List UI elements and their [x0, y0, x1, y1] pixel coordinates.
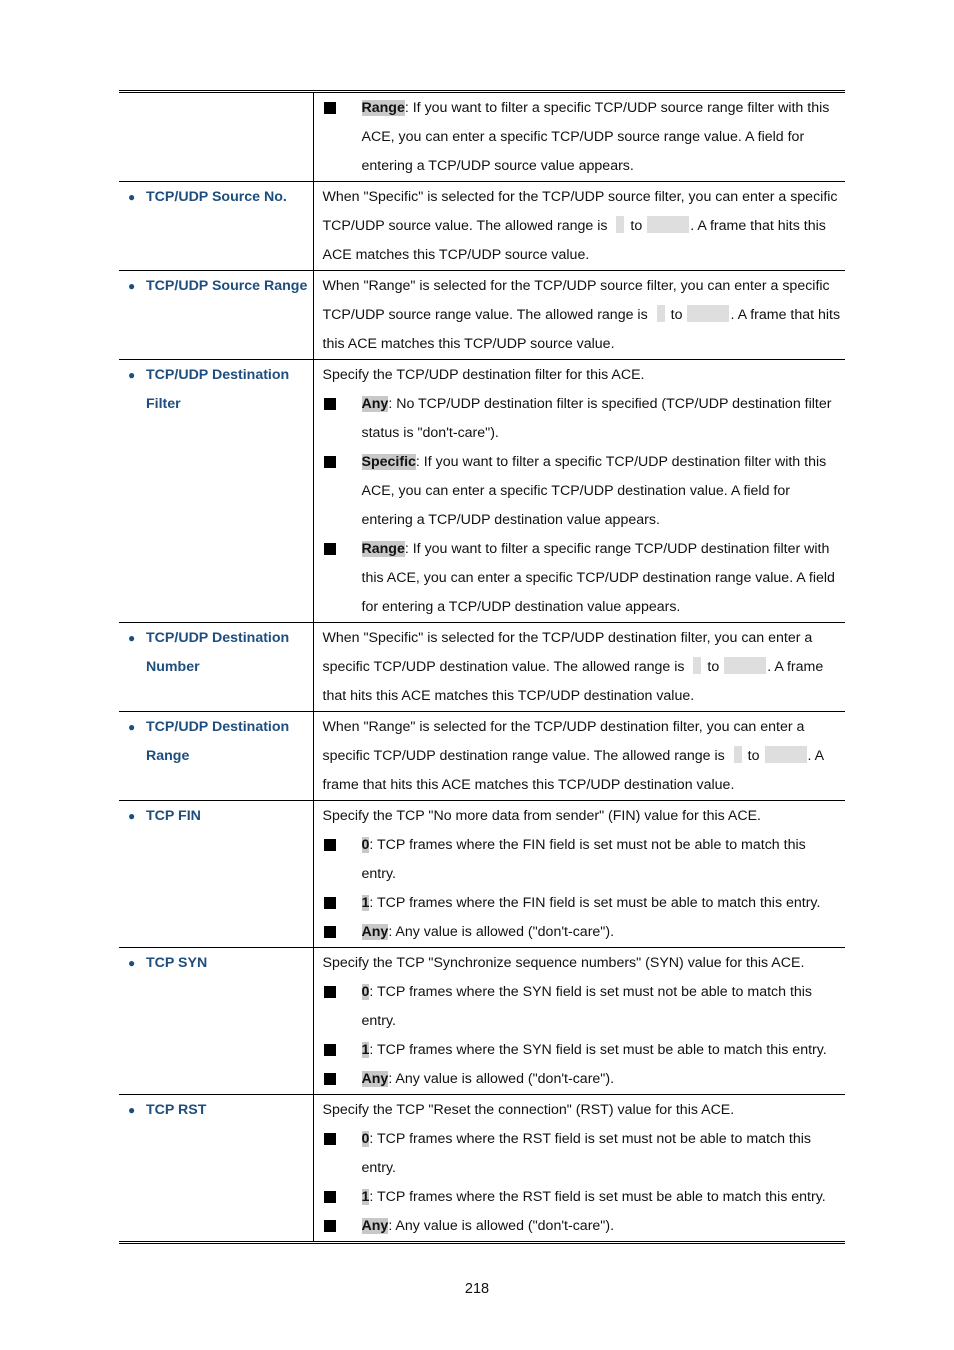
- square-bullet-icon: [323, 94, 362, 181]
- bullet-icon: ●: [128, 631, 136, 645]
- option-text: : TCP frames where the FIN field is set must be able to match this entry.: [369, 895, 821, 911]
- description-cell: [313, 948, 845, 1095]
- bullet-icon: ●: [128, 190, 136, 204]
- description-cell: [313, 801, 845, 948]
- parameter-name: TCP/UDP Destination Filter: [146, 367, 290, 412]
- description-cell: [313, 1095, 845, 1243]
- option-keyword: 0: [361, 837, 370, 853]
- option-text: : Any value is allowed ("don't-care").: [388, 1071, 615, 1087]
- table-row: [119, 360, 845, 623]
- range-max-box: [647, 216, 689, 233]
- parameter-cell: [119, 182, 313, 271]
- description-text: . A frame that hits this ACE matches this TCP/UDP source value.: [322, 307, 841, 352]
- square-bullet-icon: [323, 1036, 362, 1065]
- description-cell: When "Range" is selected for the TCP/UDP destination filter, you can enter a specific TCP/UDP destination range value. The allowed range is to . A frame that hits this ACE matches this TCP/UDP destination value.: [313, 712, 845, 801]
- bullet-icon: ●: [128, 368, 136, 382]
- square-bullet-icon: [323, 1125, 362, 1183]
- bullet-icon: ●: [128, 720, 136, 734]
- option-keyword: Any: [361, 924, 389, 940]
- option-item: [323, 1183, 842, 1212]
- option-item: [323, 94, 842, 181]
- parameter-cell: [119, 360, 313, 623]
- table-row: [119, 182, 845, 271]
- parameter-cell: [119, 1095, 313, 1243]
- parameter-name: TCP RST: [146, 1102, 207, 1118]
- square-bullet-icon: [323, 448, 362, 535]
- table-row: [119, 271, 845, 360]
- range-min-box: [616, 216, 624, 233]
- option-text: : TCP frames where the SYN field is set must be able to match this entry.: [369, 1042, 827, 1058]
- option-text: : TCP frames where the SYN field is set must not be able to match this entry.: [361, 984, 813, 1029]
- description-cell: [313, 92, 845, 182]
- table-row: [119, 712, 845, 801]
- description-intro: Specify the TCP/UDP destination filter for this ACE.: [322, 367, 645, 383]
- option-keyword: 1: [361, 1189, 370, 1205]
- description-intro: Specify the TCP "Reset the connection" (RST) value for this ACE.: [322, 1102, 735, 1118]
- option-item: [323, 918, 842, 947]
- table-row: [119, 1095, 845, 1243]
- bullet-icon: ●: [128, 1103, 136, 1117]
- square-bullet-icon: [323, 978, 362, 1036]
- option-item: [323, 535, 842, 622]
- option-keyword: 0: [361, 1131, 370, 1147]
- description-text: . A frame that hits this ACE matches this TCP/UDP destination value.: [322, 659, 824, 704]
- parameter-cell: [119, 712, 313, 801]
- table-row: [119, 623, 845, 712]
- parameter-table: [119, 90, 845, 1244]
- square-bullet-icon: [323, 831, 362, 889]
- description-text: When "Range" is selected for the TCP/UDP source filter, you can enter a specific TCP/UDP source range value. The allowed range is: [322, 278, 830, 323]
- square-bullet-icon: [323, 1212, 362, 1241]
- bullet-icon: ●: [128, 809, 136, 823]
- parameter-name: TCP/UDP Source Range: [146, 278, 308, 294]
- range-max-box: [687, 305, 729, 322]
- range-max-box: [724, 657, 766, 674]
- description-intro: Specify the TCP "No more data from sender" (FIN) value for this ACE.: [322, 808, 761, 824]
- parameter-cell: [119, 92, 313, 182]
- description-text: When "Range" is selected for the TCP/UDP destination filter, you can enter a specific TCP/UDP destination range value. The allowed range is: [322, 719, 805, 764]
- description-cell: [313, 360, 845, 623]
- parameter-name: TCP/UDP Destination Number: [146, 630, 290, 675]
- option-keyword: Any: [361, 1218, 389, 1234]
- square-bullet-icon: [323, 1065, 362, 1094]
- parameter-name: TCP/UDP Destination Range: [146, 719, 290, 764]
- option-keyword: 0: [361, 984, 370, 1000]
- description-cell: When "Specific" is selected for the TCP/UDP destination filter, you can enter a specific TCP/UDP destination value. The allowed range is to . A frame that hits this ACE matches this TCP/UDP destination value.: [313, 623, 845, 712]
- parameter-name: TCP SYN: [146, 955, 208, 971]
- square-bullet-icon: [323, 1183, 362, 1212]
- option-text: : Any value is allowed ("don't-care").: [388, 924, 615, 940]
- description-text: When "Specific" is selected for the TCP/UDP source filter, you can enter a specific TCP/UDP source value. The allowed range is: [322, 189, 838, 234]
- range-min-box: [657, 305, 665, 322]
- description-cell: When "Range" is selected for the TCP/UDP source filter, you can enter a specific TCP/UDP source range value. The allowed range is to . A frame that hits this ACE matches this TCP/UDP source value.: [313, 271, 845, 360]
- option-text: : No TCP/UDP destination filter is specified (TCP/UDP destination filter status is "don't-care").: [361, 396, 832, 441]
- option-item: [323, 448, 842, 535]
- parameter-cell: [119, 271, 313, 360]
- page-number: 218: [464, 1281, 490, 1297]
- bullet-icon: ●: [128, 956, 136, 970]
- square-bullet-icon: [323, 889, 362, 918]
- option-item: [323, 390, 842, 448]
- option-text: : TCP frames where the RST field is set must not be able to match this entry.: [361, 1131, 811, 1176]
- option-item: [323, 1036, 842, 1065]
- parameter-cell: [119, 948, 313, 1095]
- option-keyword: Specific: [361, 454, 416, 470]
- range-min-box: [693, 657, 701, 674]
- option-item: [323, 1212, 842, 1241]
- option-keyword: Range: [361, 100, 405, 116]
- table-row: [119, 948, 845, 1095]
- square-bullet-icon: [323, 390, 362, 448]
- description-text: . A frame that hits this ACE matches this TCP/UDP destination value.: [322, 748, 824, 793]
- option-text: : If you want to filter a specific range TCP/UDP destination filter with this ACE, you can enter a specific TCP/UDP destination range value. A field for entering a TCP/UDP destination value appears.: [361, 541, 835, 615]
- option-text: : TCP frames where the RST field is set must be able to match this entry.: [369, 1189, 826, 1205]
- option-text: : If you want to filter a specific TCP/UDP source range filter with this ACE, you can enter a specific TCP/UDP source range value. A field for entering a TCP/UDP source value appears.: [361, 100, 830, 174]
- description-cell: When "Specific" is selected for the TCP/UDP source filter, you can enter a specific TCP/UDP source value. The allowed range is to . A frame that hits this ACE matches this TCP/UDP source value.: [313, 182, 845, 271]
- option-keyword: Any: [361, 1071, 389, 1087]
- description-intro: Specify the TCP "Synchronize sequence numbers" (SYN) value for this ACE.: [322, 955, 805, 971]
- parameter-cell: [119, 801, 313, 948]
- option-text: : Any value is allowed ("don't-care").: [388, 1218, 615, 1234]
- range-min-box: [734, 746, 742, 763]
- bullet-icon: ●: [128, 279, 136, 293]
- option-keyword: Any: [361, 396, 389, 412]
- option-keyword: 1: [361, 895, 370, 911]
- option-item: [323, 1125, 842, 1183]
- parameter-cell: [119, 623, 313, 712]
- option-keyword: Range: [361, 541, 405, 557]
- option-item: [323, 1065, 842, 1094]
- square-bullet-icon: [323, 535, 362, 622]
- option-text: : TCP frames where the FIN field is set must not be able to match this entry.: [361, 837, 806, 882]
- option-keyword: 1: [361, 1042, 370, 1058]
- square-bullet-icon: [323, 918, 362, 947]
- parameter-name: TCP FIN: [146, 808, 201, 824]
- table-row: [119, 801, 845, 948]
- parameter-name: TCP/UDP Source No.: [146, 189, 287, 205]
- option-text: : If you want to filter a specific TCP/UDP destination filter with this ACE, you can enter a specific TCP/UDP destination value. A field for entering a TCP/UDP destination value appears.: [361, 454, 827, 528]
- description-text: . A frame that hits this ACE matches this TCP/UDP source value.: [322, 218, 826, 263]
- option-item: [323, 889, 842, 918]
- description-text: When "Specific" is selected for the TCP/UDP destination filter, you can enter a specific TCP/UDP destination value. The allowed range is: [322, 630, 813, 675]
- range-max-box: [765, 746, 807, 763]
- option-item: [323, 978, 842, 1036]
- option-item: [323, 831, 842, 889]
- table-row: [119, 92, 845, 182]
